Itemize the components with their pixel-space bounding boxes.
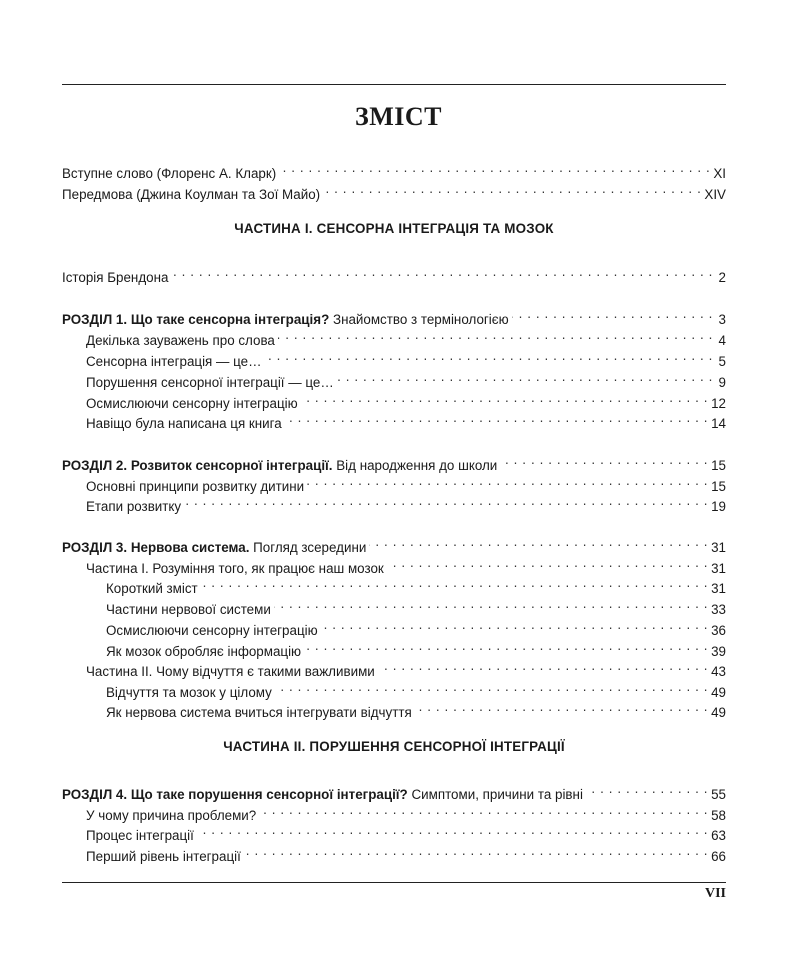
toc-entry-page: 19 bbox=[711, 499, 726, 514]
toc-entry-label: Як мозок обробляє інформацію bbox=[106, 644, 302, 659]
dot-leader bbox=[369, 532, 708, 552]
toc-entry[interactable] bbox=[106, 573, 726, 596]
chapter-page: 3 bbox=[718, 312, 726, 327]
dot-leader bbox=[500, 450, 708, 470]
chapter-page: 31 bbox=[711, 540, 726, 555]
chapter-subtitle: Знайомство з термінологією bbox=[329, 312, 509, 327]
toc-entry[interactable] bbox=[86, 656, 726, 679]
toc-entry-label: Декілька зауважень про слова bbox=[86, 333, 275, 348]
table-of-contents bbox=[62, 0, 726, 953]
toc-entry-label: Основні принципи розвитку дитини bbox=[86, 479, 305, 494]
toc-entry-page: 49 bbox=[711, 705, 726, 720]
chapter-title-bold: РОЗДІЛ 4. Що таке порушення сенсорної інтеграції? bbox=[62, 787, 408, 802]
toc-entry[interactable] bbox=[106, 677, 726, 700]
toc-entry[interactable] bbox=[106, 636, 726, 659]
toc-entry-page: 33 bbox=[711, 602, 726, 617]
toc-entry[interactable] bbox=[106, 594, 726, 617]
toc-entry-page: 43 bbox=[711, 664, 726, 679]
dot-leader bbox=[512, 304, 713, 324]
dot-leader bbox=[378, 656, 708, 676]
toc-entry-page: 9 bbox=[718, 375, 726, 390]
toc-entry-label: Частини нервової системи bbox=[106, 602, 271, 617]
chapter-page: 55 bbox=[711, 787, 726, 802]
toc-entry[interactable] bbox=[86, 800, 726, 823]
toc-entry-label: Короткий зміст bbox=[106, 581, 198, 596]
toc-entry-label: Перший рівень інтеграції bbox=[86, 849, 241, 864]
toc-entry[interactable] bbox=[86, 408, 726, 431]
toc-entry-label: Навіщо була написана ця книга bbox=[86, 416, 282, 431]
toc-entry-page: 39 bbox=[711, 644, 726, 659]
toc-entry-page: 49 bbox=[711, 685, 726, 700]
toc-entry-label: Осмислюючи сенсорну інтеграцію bbox=[106, 623, 318, 638]
chapter-subtitle: Погляд зсередини bbox=[249, 540, 367, 555]
dot-leader bbox=[321, 615, 708, 635]
part-heading: ЧАСТИНА ІІ. ПОРУШЕННЯ СЕНСОРНОЇ ІНТЕГРАЦІЇ bbox=[223, 739, 565, 754]
chapter-title-bold: РОЗДІЛ 3. Нервова система. bbox=[62, 540, 250, 555]
toc-entry-page: 12 bbox=[711, 396, 726, 411]
toc-entry[interactable] bbox=[86, 471, 726, 494]
toc-entry[interactable] bbox=[106, 697, 726, 720]
toc-entry[interactable] bbox=[86, 491, 726, 514]
toc-entry-page: 15 bbox=[711, 479, 726, 494]
toc-entry-page: 31 bbox=[711, 561, 726, 576]
page-title: ЗМІСТ bbox=[355, 102, 442, 131]
toc-entry-label: Частина ІІ. Чому відчуття є такими важливими bbox=[86, 664, 375, 679]
toc-entry-page: 36 bbox=[711, 623, 726, 638]
chapter-entry[interactable] bbox=[62, 779, 726, 802]
toc-entry[interactable] bbox=[86, 820, 726, 843]
toc-entry-page: 63 bbox=[711, 828, 726, 843]
toc-entry-label: Порушення сенсорної інтеграції — це… bbox=[86, 375, 334, 390]
page-number: VII bbox=[704, 886, 726, 901]
toc-entry-page: 2 bbox=[718, 270, 726, 285]
toc-entry[interactable] bbox=[86, 325, 726, 348]
dot-leader bbox=[415, 697, 708, 717]
toc-entry[interactable] bbox=[86, 841, 726, 864]
toc-entry-label: Процес інтеграції bbox=[86, 828, 194, 843]
chapter-title-bold: РОЗДІЛ 2. Розвиток сенсорної інтеграції. bbox=[62, 458, 333, 473]
toc-entry-page: 66 bbox=[711, 849, 726, 864]
toc-entry-label: Сенсорна інтеграція — це… bbox=[86, 354, 262, 369]
chapter-entry[interactable] bbox=[62, 450, 726, 473]
toc-entry-page: 31 bbox=[711, 581, 726, 596]
dot-leader bbox=[197, 820, 708, 840]
chapter-entry[interactable] bbox=[62, 304, 726, 327]
dot-leader bbox=[285, 408, 708, 428]
dot-leader bbox=[586, 779, 708, 799]
toc-entry-label: Етапи розвитку bbox=[86, 499, 182, 514]
toc-entry[interactable] bbox=[86, 388, 726, 411]
dot-leader bbox=[301, 388, 708, 408]
dot-leader bbox=[244, 841, 708, 861]
toc-entry-label: Частина І. Розуміння того, як працює наш мозок bbox=[86, 561, 384, 576]
toc-entry-page: 4 bbox=[718, 333, 726, 348]
dot-leader bbox=[337, 367, 713, 387]
toc-entry-page: XIV bbox=[704, 187, 726, 202]
dot-leader bbox=[184, 491, 708, 511]
toc-entry-label: Осмислюючи сенсорну інтеграцію bbox=[86, 396, 298, 411]
toc-entry-label: Передмова (Джина Коулман та Зої Майо) bbox=[62, 187, 321, 202]
dot-leader bbox=[304, 636, 708, 656]
dot-leader bbox=[264, 346, 713, 366]
toc-entry-label: Історія Брендона bbox=[62, 270, 169, 285]
toc-entry[interactable] bbox=[62, 262, 726, 285]
chapter-subtitle: Симптоми, причини та рівні bbox=[407, 787, 583, 802]
toc-entry-page: 58 bbox=[711, 808, 726, 823]
toc-entry-page: 5 bbox=[718, 354, 726, 369]
chapter-entry[interactable] bbox=[62, 532, 726, 555]
toc-entry[interactable] bbox=[62, 179, 726, 202]
dot-leader bbox=[259, 800, 708, 820]
toc-entry-label: Як нервова система вчиться інтегрувати відчуття bbox=[106, 705, 412, 720]
dot-leader bbox=[387, 553, 708, 573]
toc-entry[interactable] bbox=[106, 615, 726, 638]
toc-entry[interactable] bbox=[86, 367, 726, 390]
toc-entry[interactable] bbox=[86, 553, 726, 576]
toc-entry[interactable] bbox=[62, 158, 726, 181]
part-heading: ЧАСТИНА І. СЕНСОРНА ІНТЕГРАЦІЯ ТА МОЗОК bbox=[234, 221, 554, 236]
toc-entry-label: Відчуття та мозок у цілому bbox=[106, 685, 272, 700]
dot-leader bbox=[323, 179, 701, 199]
dot-leader bbox=[274, 594, 708, 614]
dot-leader bbox=[307, 471, 708, 491]
dot-leader bbox=[278, 325, 713, 345]
chapter-title-bold: РОЗДІЛ 1. Що таке сенсорна інтеграція? bbox=[62, 312, 330, 327]
dot-leader bbox=[279, 158, 710, 178]
chapter-subtitle: Від народження до школи bbox=[332, 458, 498, 473]
toc-entry-label: У чому причина проблеми? bbox=[86, 808, 257, 823]
dot-leader bbox=[201, 573, 708, 593]
dot-leader bbox=[171, 262, 713, 282]
toc-entry[interactable] bbox=[86, 346, 726, 369]
toc-entry-label: Вступне слово (Флоренс А. Кларк) bbox=[62, 166, 277, 181]
bottom-rule bbox=[62, 882, 726, 883]
toc-entry-page: 14 bbox=[711, 416, 726, 431]
dot-leader bbox=[275, 677, 708, 697]
chapter-page: 15 bbox=[711, 458, 726, 473]
toc-entry-page: XI bbox=[713, 166, 726, 181]
